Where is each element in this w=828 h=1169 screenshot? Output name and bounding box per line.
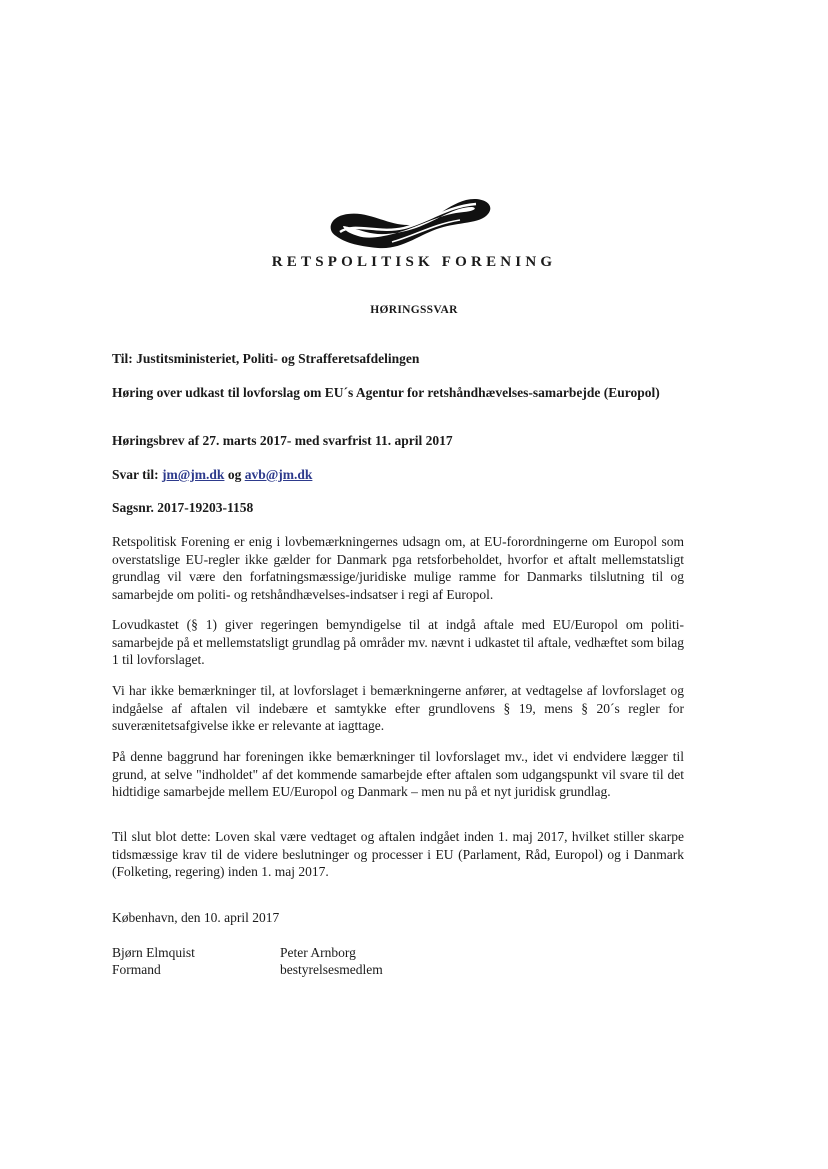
reply-to-line [112,467,692,483]
place-and-date: København, den 10. april 2017 [112,910,280,925]
body-paragraph: Retspolitisk Forening er enig i lovbemærkningernes udsagn om, at EU-forordningerne om Europol som overstatslige EU-regler ikke gælder for Danmark pga retsforbeholdet, hvorfor et aftalt mellemstatsligt grundlag vil være den forfatningsmæssige/juridiske mulige ramme for Danmarks tilslutning til og samarbejde om politi- og retshåndhævelses-indsatser i regi af Europol. [112,534,684,602]
organization-name: RETSPOLITISK FORENING [271,254,557,270]
signature-block [280,944,383,978]
document-title: HØRINGSSVAR [370,304,458,316]
signatory-name: Peter Arnborg [280,945,356,960]
body-paragraph: På denne baggrund har foreningen ikke bemærkninger til lovforslaget mv., idet vi endvidere lægger til grund, at selve "indholdet" af det kommende samarbejde efter aftalen som udgangspunkt vil svare til det hidtidige samarbejde mellem EU/Europol og Danmark – men nu på et nyt juridisk grundlag. [112,749,684,799]
reply-prefix: Svar til: [112,467,159,482]
body-paragraph: Lovudkastet (§ 1) giver regeringen bemyndigelse til at indgå aftale med EU/Europol om politi-samarbejde på et mellemstatsligt grundlag på områder mv. nævnt i udkastet til aftale, vedhæftet som bilag 1 til lovforslaget. [112,617,684,667]
signatory-title: bestyrelsesmedlem [280,962,383,977]
email-link-jm[interactable]: jm@jm.dk [162,467,225,482]
subject-line: Høring over udkast til lovforslag om EU´s Agentur for retshåndhævelses-samarbejde (Europol) [112,385,660,400]
case-number: Sagsnr. 2017-19203-1158 [112,500,254,515]
consultation-letter-line: Høringsbrev af 27. marts 2017- med svarfrist 11. april 2017 [112,433,453,448]
infinity-ribbon-logo-icon [318,192,498,254]
body-paragraph: Til slut blot dette: Loven skal være vedtaget og aftalen indgået inden 1. maj 2017, hvilket stiller skarpe tidsmæssige krav til de videre beslutninger og processer i EU (Parlament, Råd, Europol) og i Danmark (Folketing, regering) inden 1. maj 2017. [112,829,684,879]
reply-conjunction: og [227,467,242,482]
signatory-title: Formand [112,962,161,977]
signatory-name: Bjørn Elmquist [112,945,195,960]
email-link-avb[interactable]: avb@jm.dk [244,467,313,482]
signature-block [112,944,195,978]
body-paragraph: Vi har ikke bemærkninger til, at lovforslaget i bemærkningerne anfører, at vedtagelse af lovforslaget og indgåelse af aftalen vil indebære et samtykke efter grundlovens § 19, mens § 20´s regler for suverænitetsafgivelse ikke er relevante at iagttage. [112,683,684,733]
recipient-line: Til: Justitsministeriet, Politi- og Strafferetsafdelingen [112,351,420,366]
